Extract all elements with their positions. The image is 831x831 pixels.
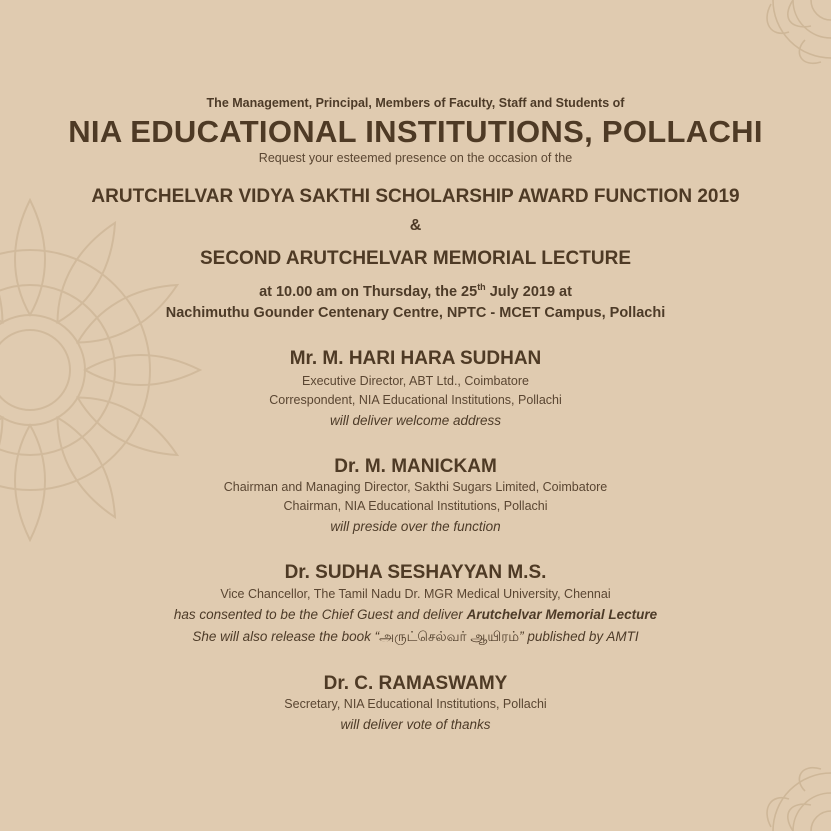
event-title-2: SECOND ARUTCHELVAR MEMORIAL LECTURE xyxy=(199,248,632,269)
book-title: அருட்செல்வர் ஆயிரம் xyxy=(379,629,520,644)
person-duty: will preside over the function xyxy=(330,519,501,534)
event-datetime xyxy=(0,282,831,300)
book-suffix: ” published by AMTI xyxy=(519,629,639,644)
floral-corner-icon xyxy=(741,0,831,90)
person-role: Vice Chancellor, The Tamil Nadu Dr. MGR Medical University, Chennai xyxy=(220,587,611,601)
person-role: Executive Director, ABT Ltd., Coimbatore xyxy=(302,374,529,388)
person-duty: will deliver vote of thanks xyxy=(340,717,491,732)
datetime-sup: th xyxy=(477,282,486,293)
person-name: Dr. C. RAMASWAMY xyxy=(323,673,508,694)
person-name: Dr. SUDHA SESHAYYAN M.S. xyxy=(284,562,547,583)
book-release xyxy=(0,630,831,644)
person-duty xyxy=(0,608,831,622)
person-role: Correspondent, NIA Educational Institutions, Pollachi xyxy=(269,393,562,407)
event-title: ARUTCHELVAR VIDYA SAKTHI SCHOLARSHIP AWARD FUNCTION 2019 xyxy=(91,186,740,207)
person-role: Secretary, NIA Educational Institutions, Pollachi xyxy=(284,697,547,711)
request-text: Request your esteemed presence on the occasion of the xyxy=(258,151,573,165)
event-venue: Nachimuthu Gounder Centenary Centre, NPTC - MCET Campus, Pollachi xyxy=(165,305,666,321)
person-name: Mr. M. HARI HARA SUDHAN xyxy=(289,348,542,369)
duty-prefix: has consented to be the Chief Guest and deliver xyxy=(173,607,467,622)
person-duty: will deliver welcome address xyxy=(329,413,502,428)
datetime-prefix: at 10.00 am on Thursday, the 25 xyxy=(259,284,478,300)
ampersand: & xyxy=(409,217,422,234)
book-prefix: She will also release the book “ xyxy=(192,629,380,644)
person-role: Chairman, NIA Educational Institutions, Pollachi xyxy=(283,499,548,513)
person-role: Chairman and Managing Director, Sakthi Sugars Limited, Coimbatore xyxy=(223,480,608,494)
institution-title: NIA EDUCATIONAL INSTITUTIONS, POLLACHI xyxy=(68,114,763,149)
person-name: Dr. M. MANICKAM xyxy=(334,456,497,477)
lecture-title: Arutchelvar Memorial Lecture xyxy=(466,607,658,622)
floral-corner-icon xyxy=(741,741,831,831)
datetime-suffix: July 2019 at xyxy=(485,284,572,300)
intro-text: The Management, Principal, Members of Faculty, Staff and Students of xyxy=(206,96,625,110)
